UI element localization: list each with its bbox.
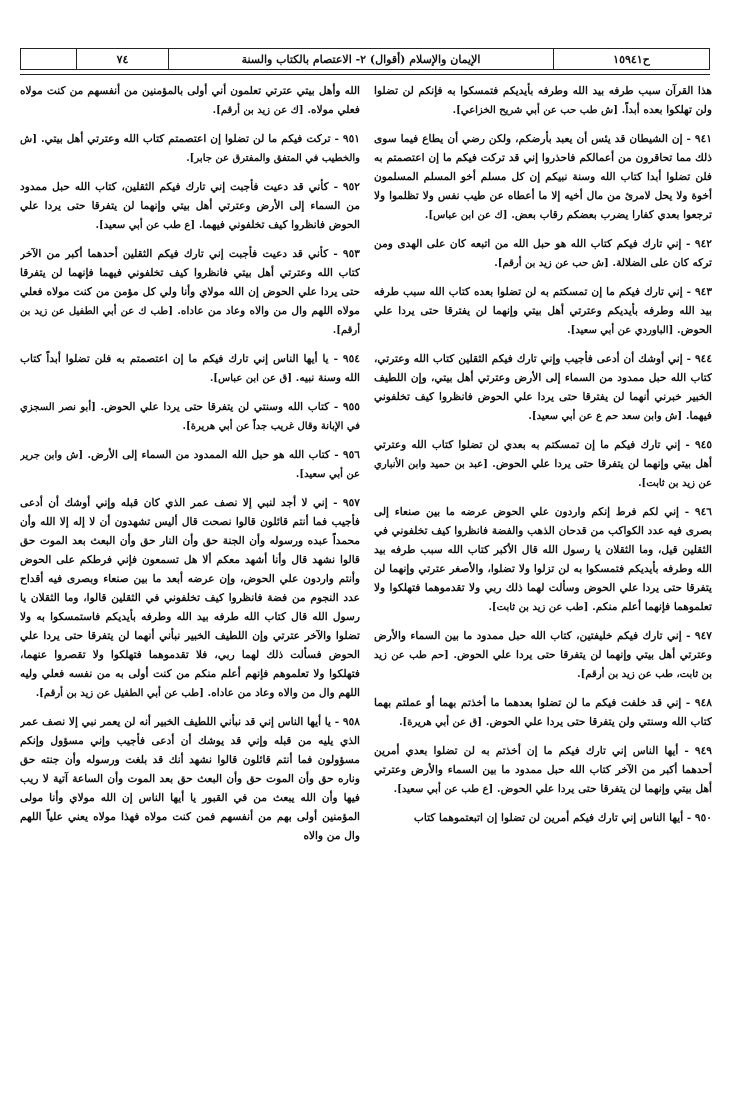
entry-dash: - [328, 353, 343, 365]
entry-dash: - [683, 812, 695, 824]
hadith-source: [طب عن زيد بن ثابت]. [488, 602, 589, 613]
entry-text: تركت فيكم ما لن تضلوا إن اعتصمتم كتاب الله وعترتي أهل بيتي. [40, 133, 331, 145]
entry-number: ٩٤٢ [694, 238, 712, 250]
hadith-entry [374, 235, 712, 273]
entry-number: ٩٥٢ [342, 181, 360, 193]
hadith-source: [أبو نصر السجزي في الإبانة وقال غريب جداً عن أبي هريرة]. [20, 402, 360, 432]
hadith-entry [374, 694, 712, 732]
entry-number: ٩٤٤ [694, 353, 712, 365]
hadith-entry [374, 809, 712, 828]
hadith-entry [374, 503, 712, 617]
entry-text: كتاب الله وسنتي لن يتفرقا حتى يردا علي الحوض. [100, 401, 330, 413]
hadith-source: [عبد بن حميد وابن الأنباري عن زيد بن ثابت]. [374, 459, 712, 489]
hadith-entry [20, 245, 360, 340]
hadith-entry [20, 713, 360, 846]
hadith-source: [ق عن أبي هريرة]. [399, 717, 483, 728]
entry-dash: - [330, 133, 343, 145]
entry-text: أيها الناس إني تارك فيكم ما إن أخذتم به لن تضلوا بعدي أمرين أحدهما أكبر من الآخر كتاب الله حبل ممدود ما بين السماء والأرض وعترتي أهل بيتي وإنهما لن يتفرقا حتى يردا علي الحوض. [374, 745, 712, 795]
hadith-source: [ك عن زيد بن أرقم]. [212, 105, 304, 116]
hadith-entry [374, 742, 712, 799]
hadith-entry [20, 178, 360, 235]
entry-text: يا أيها الناس إني قد نبأني اللطيف الخبير أنه لن يعمر نبي إلا نصف عمر الذي يليه من قبله وإني قد يوشك أن أدعى فأجيب وإني مسؤول وإنكم مسؤولون فما أنتم قائلون قالوا نشهد أنك قد بلغت ورسوله وأن جنته حق وناره حق وأن الموت حق وأن البعث حق بعد الموت وأن الساعة آتية لا ريب فيها وأن الله يبعث من في القبور يا أيها الناس إن الله مولاي وأنا مولى المؤمنين أولى بهم من أنفسهم فمن كنت مولاه فهذا مولاه يعني علياً اللهم وال من والاه [20, 716, 360, 842]
entry-number: ٩٥٦ [342, 449, 360, 461]
entry-text: إني لكم فرط إنكم واردون علي الحوض عرضه ما بين صنعاء إلى بصرى فيه عدد الكواكب من قدحان الذهب والفضة فانظروا كيف تخلفوني في الثقلين قيل، وما الثقلان يا رسول الله قال الأكبر كتاب الله سبب طرفه بيد الله وطرفه بأيديكم فتمسكوا به لن تزلوا ولا تضلوا، والأصغر عترتي وإنهما لن يتفرقا حتى يردا علي الحوض وسألت لهما ذلك ربي ولا تقدموهما فتهلكوا ولا تعلموهما فإنهما أعلم منكم. [374, 506, 712, 613]
volume-label: ح١٥٩٤١ [553, 49, 709, 69]
entry-dash: - [680, 439, 695, 451]
continuation-paragraph [20, 82, 360, 120]
hadith-source: [الباوردي عن أبي سعيد]. [567, 325, 674, 336]
hadith-entry [20, 494, 360, 703]
entry-dash: - [330, 716, 343, 728]
entry-text: كأني قد دعيت فأجبت إني تارك فيكم الثقلين، كتاب الله حبل ممدود من السماء إلى الأرض وعترتي أهل بيتي وإنهما لن يتفرقا حتى يردا علي الحوض فانظروا كيف تخلفوني فيهما. [20, 181, 360, 231]
hadith-entry [20, 398, 360, 436]
entry-number: ٩٤٥ [694, 439, 712, 451]
entry-dash: - [678, 745, 695, 757]
entry-text: إن الشيطان قد يئس أن يعبد بأرضكم، ولكن رضي أن يطاع فيما سوى ذلك مما تحاقرون من أعمالكم فاحذروا إني قد تركت فيكم ما إن اعتصمتم به فلن تضلوا أبدا كتاب الله وسنة نبيكم إن كل مسلم أخو المسلم المسلمون أخوة ولا يحل لامرئ من مال أخيه إلا ما أعطاه عن طيب نفس ولا تظلموا ولا ترجعوا بعدي كفارا يضرب بعضكم رقاب بعض. [374, 133, 712, 221]
entry-number: ٩٤٧ [694, 630, 712, 642]
hadith-source: [ع طب عن أبي سعيد]. [95, 220, 196, 231]
entry-dash: - [328, 181, 343, 193]
page-header [20, 48, 710, 70]
entry-dash: - [681, 238, 695, 250]
entry-dash: - [329, 449, 343, 461]
hadith-entry [374, 130, 712, 225]
entry-number: ٩٥٧ [342, 497, 360, 509]
entry-list [20, 130, 360, 846]
hadith-entry [20, 350, 360, 388]
hadith-entry [20, 130, 360, 168]
entry-dash: - [678, 506, 695, 518]
header-blank-cell [21, 49, 76, 69]
entry-text: إني تارك فيكم خليفتين، كتاب الله حبل ممدود ما بين السماء والأرض وعترتي أهل بيتي وإنهما لن يتفرقا حتى يردا علي الحوض. [374, 630, 712, 661]
hadith-entry [374, 350, 712, 426]
hadith-source: [ش والخطيب في المتفق والمفترق عن جابر]. [20, 134, 360, 164]
entry-number: ٩٥٨ [342, 716, 360, 728]
entry-dash: - [681, 697, 695, 709]
entry-number: ٩٥٠ [694, 812, 712, 824]
entry-number: ٩٥٥ [342, 401, 360, 413]
entry-text: أيها الناس إني تارك فيكم أمرين لن تضلوا إن اتبعتموهما كتاب [413, 812, 684, 824]
running-title: الإيمان والإسلام (أقوال) ٢- الاعتصام بالكتاب والسنة [168, 49, 553, 69]
entry-number: ٩٤٦ [694, 506, 712, 518]
hadith-source: [طب عن أبي الطفيل عن زيد بن أرقم]. [35, 688, 204, 699]
entry-dash: - [682, 353, 695, 365]
entry-list [374, 130, 712, 828]
entry-number: ٩٤٩ [694, 745, 712, 757]
entry-text: إني تارك فيكم ما إن تمسكتم به بعدي لن تضلوا كتاب الله وعترتي أهل بيتي وإنهما لن يتفرقا حتى يردا علي الحوض. [374, 439, 712, 470]
entry-text: كأني قد دعيت فأجبت إني تارك فيكم الثقلين أحدهما أكبر من الآخر كتاب الله وعترتي أهل بيتي فانظروا كيف تخلفوني فيهما فإنهما لن يتفرقا حتى يردا علي الحوض إن الله مولاي وأنا ولي كل مؤمن من كنت مولاه فعلي مولاه اللهم وال من والاه وعاد من عاداه. [20, 248, 360, 317]
hadith-source: [ش وابن سعد حم ع عن أبي سعيد]. [528, 411, 683, 422]
entry-text: إني أوشك أن أدعى فأجيب وإني تارك فيكم الثقلين كتاب الله وعترتي، كتاب الله حبل ممدود من السماء إلى الأرض وعترتي أهل بيتي، وإن اللطيف الخبير خبرني أنهما لن يفترقا حتى يردا علي الحوض فانظروا كيف تخلفوني فيهما. [374, 353, 712, 422]
hadith-entry [374, 436, 712, 493]
continuation-text: الله وأهل بيتي عترتي تعلمون أني أولى بالمؤمنين من أنفسهم من كنت مولاه فعلي مولاه. [20, 85, 360, 116]
entry-text: إني تارك فيكم ما إن تمسكتم به لن تضلوا بعده كتاب الله سبب طرفه بيد الله وطرفه بأيديكم وعترتي أهل بيتي وإنهما لن يفترقا حتى يردا علي الحوض. [374, 286, 712, 336]
header-rule [20, 74, 710, 75]
hadith-source: [ش طب حب عن أبي شريح الخزاعي]. [452, 105, 618, 116]
entry-dash: - [682, 133, 695, 145]
entry-text: إني تارك فيكم كتاب الله هو حبل الله من اتبعه كان على الهدى ومن تركه كان على الضلالة. [374, 238, 712, 269]
hadith-source: [ق عن ابن عباس]. [209, 373, 292, 384]
entry-text: إني قد خلفت فيكم ما لن تضلوا بعدهما ما أخذتم بهما أو عملتم بهما كتاب الله وسنتي ولن يتفرقا حتى يردا علي الحوض. [374, 697, 712, 728]
entry-dash: - [681, 630, 695, 642]
entry-dash: - [329, 401, 343, 413]
right-column [374, 82, 712, 1097]
entry-dash: - [682, 286, 695, 298]
hadith-source: [ع طب عن أبي سعيد]. [393, 784, 494, 795]
entry-number: ٩٥٤ [342, 353, 360, 365]
left-column [20, 82, 360, 1097]
entry-number: ٩٥١ [342, 133, 360, 145]
entry-number: ٩٤٨ [694, 697, 712, 709]
entry-number: ٩٥٣ [342, 248, 360, 260]
hadith-source: [طب ك عن أبي الطفيل عن زيد بن أرقم]. [20, 306, 360, 336]
entry-text: كتاب الله هو حبل الله الممدود من السماء إلى الأرض. [87, 449, 330, 461]
entry-text: إني لا أجد لنبي إلا نصف عمر الذي كان قبله وإني أوشك أن أدعى فأجيب فما أنتم قائلون قالوا نصحت قال أليس تشهدون أن لا إله إلا الله وأن محمداً عبده ورسوله وأن الجنة حق وأن النار حق وأن البعث بعد الموت حق قالوا نشهد قال وأنا أشهد معكم ألا هل تسمعون فإني فرطكم على الحوض وأنتم واردون علي الحوض، وإن عرضه أبعد ما بين صنعاء وبصرى فيه أقداح عدد النجوم من فضة فانظروا كيف تخلفوني في الثقلين قالوا، وما الثقلان يا رسول الله قال كتاب الله طرفه بيد الله وطرفه بأيديكم فاستمسكوا به ولا تضلوا والآخر عترتي وإن اللطيف الخبير نبأني أنهما لن يتفرقا حتى يردا علي الحوض فسألت ذلك لهما ربي، فلا تقدموهما فتهلكوا ولا تقصروا عنهما، فتهلكوا ولا تعلموهم فإنهم أعلم منكم من كنت أولى به من نفسه فعلي وليه اللهم وال من والاه وعاد من عاداه. [20, 497, 360, 699]
hadith-entry [20, 446, 360, 484]
continuation-text: هذا القرآن سبب طرفه بيد الله وطرفه بأيديكم فتمسكوا به فإنكم لن تضلوا ولن تهلكوا بعده أبداً. [374, 85, 712, 116]
hadith-source: [ش حب عن زيد بن أرقم]. [494, 258, 609, 269]
hadith-source: [حم طب عن زيد بن ثابت، طب عن زيد بن أرقم]. [374, 650, 712, 680]
entry-text: يا أيها الناس إني تارك فيكم ما إن اعتصمتم به فلن تضلوا أبداً كتاب الله وسنة نبيه. [20, 353, 360, 384]
page-number: ٧٤ [76, 49, 168, 69]
hadith-entry [374, 283, 712, 340]
continuation-paragraph [374, 82, 712, 120]
entry-number: ٩٤٣ [694, 286, 712, 298]
entry-dash: - [328, 248, 343, 260]
entry-number: ٩٤١ [694, 133, 712, 145]
entry-dash: - [327, 497, 343, 509]
hadith-source: [ك عن ابن عباس]. [424, 210, 508, 221]
hadith-source: [ش وابن جرير عن أبي سعيد]. [20, 450, 360, 480]
hadith-entry [374, 627, 712, 684]
